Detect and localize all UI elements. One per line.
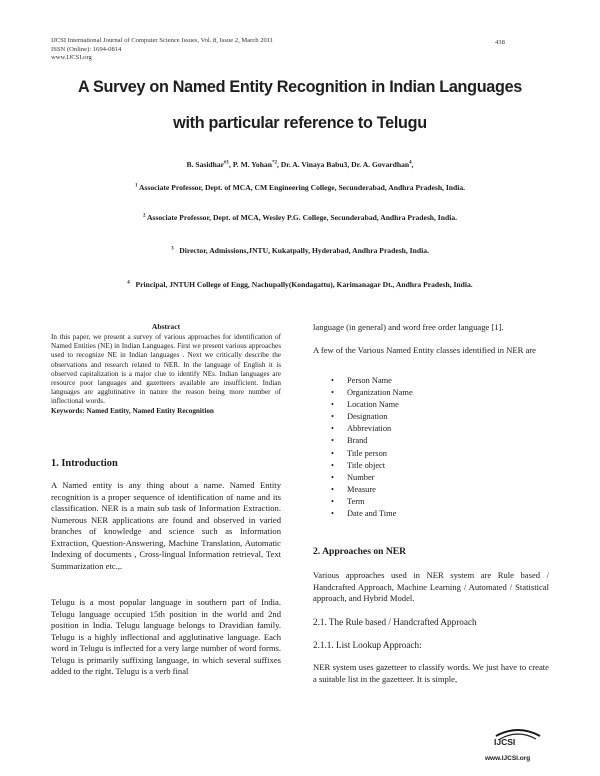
affiliation-3-text: Director, Admissions,JNTU, Kukatpally, Hyderabad, Andhra Pradesh, India. — [179, 246, 429, 255]
list-item-text: Person Name — [347, 376, 392, 385]
list-item-text: Location Name — [347, 400, 399, 410]
bullet-icon: • — [331, 496, 334, 506]
list-item-text: Brand — [347, 436, 368, 446]
list-item-text: Number — [347, 472, 375, 482]
journal-line-3[interactable]: www.IJCSI.org — [51, 54, 92, 62]
bullet-icon: • — [331, 460, 334, 470]
paper-title-line-1: A Survey on Named Entity Recognition in Indian Languages — [78, 78, 522, 96]
affiliation-1-text: Associate Professor, Dept. of MCA, CM Engineering College, Secunderabad, Andhra Pradesh, India. — [138, 183, 466, 192]
list-item-text: Title person — [347, 448, 387, 458]
abstract-body — [51, 333, 281, 416]
list-item — [325, 423, 413, 435]
intro-paragraph-2: Telugu is a most popular language in southern part of India. Telugu language occupied 15th position in the world and 2nd position in India. Telugu language belongs to Dravidian family. Telugu is a highly inflectional and agglutinative language. Each word in Telugu is inflected for a very large number of word forms. Telugu is primarily suffixing language, in which several suffixes added to the right. Telugu is a verb final — [51, 597, 281, 676]
affiliation-4-sup: 4 — [127, 280, 130, 286]
list-item-text: Term — [347, 496, 365, 506]
keywords: Keywords: Named Entity, Named Entity Recognition — [51, 406, 214, 415]
list-item — [325, 508, 413, 520]
bullet-icon: • — [331, 448, 334, 458]
abstract-heading: Abstract — [151, 322, 181, 331]
ne-class-list — [325, 375, 413, 520]
affiliation-2-text: Associate Professor, Dept. of MCA, Wesley P.G. College, Secunderabad, Andhra Pradesh, India. — [146, 213, 458, 222]
right-top-paragraph: language (in general) and word free order language [1]. — [313, 322, 504, 332]
list-item-text: Title object — [347, 460, 386, 470]
ne-classes-intro: A few of the Various Named Entity classes identified in NER are — [313, 345, 536, 355]
author-2-sup: *2 — [271, 160, 277, 166]
list-item — [325, 448, 413, 460]
bullet-icon: • — [331, 436, 334, 446]
paper-title-line-2: with particular reference to Telugu — [173, 114, 427, 132]
footer-url[interactable]: www.IJCSI.org — [485, 755, 531, 762]
journal-line-1: IJCSI International Journal of Computer Science Issues, Vol. 8, Issue 2, March 2011 — [51, 37, 274, 44]
bullet-icon: • — [331, 509, 334, 519]
list-item — [325, 411, 413, 423]
affiliation-3 — [0, 246, 600, 255]
section-2-1-heading: 2.1. The Rule based / Handcrafted Approach — [313, 617, 477, 627]
affiliation-3-sup: 3 — [171, 246, 174, 252]
list-item — [325, 375, 413, 387]
list-item — [325, 496, 413, 508]
affiliation-4 — [0, 280, 600, 289]
list-item — [325, 472, 413, 484]
abstract-text: In this paper, we present a survey of various approaches for identification of Named Entities (NE) in Indian Languages. First we present various approaches used to recognize NE in Indian languages . Next we critically describe the observations and research related to NER. In the language of English it is observed capitalization is a major clue to identify NEs. Indian languages are resource poor languages and gazetteers available are insufficient. Indian languages are agglutinative in nature the reason being more number of inflectional words. — [51, 333, 281, 406]
bullet-icon: • — [331, 412, 334, 422]
bullet-icon: • — [331, 388, 334, 398]
journal-line-2: ISSN (Online): 1694-0814 — [51, 45, 122, 53]
list-item-text: Abbreviation — [347, 424, 392, 434]
author-3-4: , Dr. A. Vinaya Babu3, Dr. A. Govardhan — [276, 160, 410, 169]
author-tail: , — [411, 160, 414, 169]
author-1-sup: #1 — [224, 160, 230, 166]
affiliation-1 — [0, 183, 600, 192]
bullet-icon: • — [331, 376, 334, 385]
bullet-icon: • — [331, 424, 334, 434]
list-item-text: Measure — [347, 484, 376, 494]
bullet-icon: • — [331, 472, 334, 482]
journal-header — [51, 37, 273, 63]
affiliation-2 — [0, 213, 600, 222]
intro-paragraph-1: A Named entity is any thing about a name. Named Entity recognition is a proper sequence of identification of name and its classification. NER is a main sub task of Information Extraction. Numerous NER applications are found and observed in varied branches of knowledge and science such as Information Extraction, Question-Answering, Machine Translation, Automatic Indexing of documents , Cross-lingual Information retrieval, Text Summarization etc.,. — [51, 480, 281, 571]
list-item-text: Organization Name — [347, 388, 413, 398]
bullet-icon: • — [331, 400, 334, 410]
author-1: B. Sasidhar — [186, 160, 225, 169]
author-list — [0, 160, 600, 169]
logo-text: IJCSI — [494, 737, 516, 747]
affiliation-2-sup: 2 — [142, 213, 146, 219]
list-item — [325, 460, 413, 472]
approaches-paragraph: Various approaches used in NER system are Rule based / Handcrafted Approach, Machine Learning / Automated / Statistical approach, and Hybrid Model. — [313, 570, 549, 603]
page-number: 438 — [495, 39, 505, 46]
list-item — [325, 399, 413, 411]
section-1-heading: 1. Introduction — [51, 458, 118, 469]
list-item — [325, 387, 413, 399]
author-4-sup: 4 — [409, 160, 412, 166]
affiliation-4-text: Principal, JNTUH College of Engg, Nachupally(Kondagattu), Karimanagar Dt., Andhra Pradesh, India. — [135, 280, 473, 289]
lookup-paragraph: NER system uses gazetteer to classify words. We just have to create a suitable list in the gazetteer. It is simple, — [313, 662, 549, 684]
bullet-icon: • — [331, 484, 334, 494]
author-2: , P. M. Yohan — [229, 160, 272, 169]
list-item-text: Date and Time — [347, 509, 397, 519]
list-item — [325, 435, 413, 447]
list-item-text: Designation — [347, 412, 388, 422]
section-2-1-1-heading: 2.1.1. List Lookup Approach: — [313, 640, 422, 650]
list-item — [325, 484, 413, 496]
affiliation-1-sup: 1 — [134, 183, 138, 189]
section-2-heading: 2. Approaches on NER — [313, 546, 407, 557]
